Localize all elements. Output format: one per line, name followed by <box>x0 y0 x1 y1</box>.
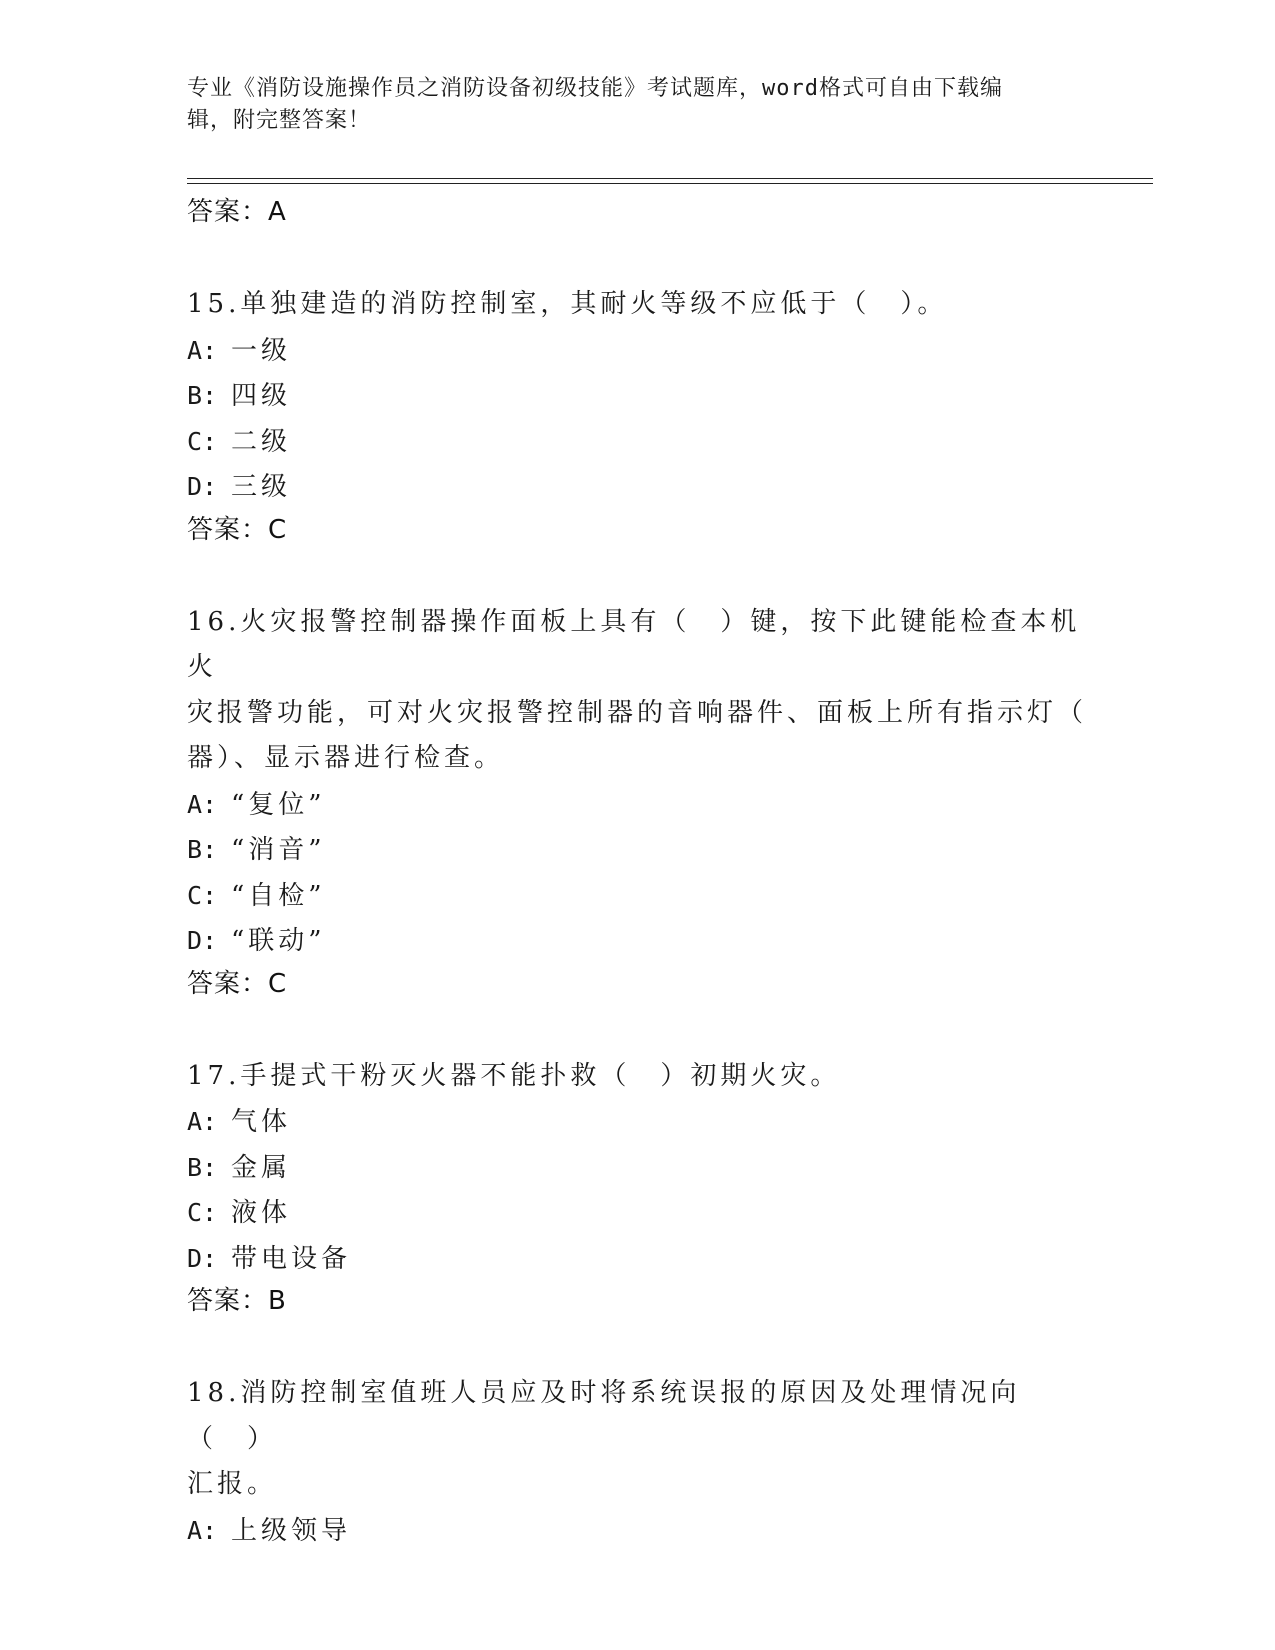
question-block <box>187 600 1087 1004</box>
answer-line: 答案：C <box>187 514 288 545</box>
option-letter: C: <box>187 1198 218 1227</box>
option-item <box>187 328 1087 374</box>
option-letter: B: <box>187 381 218 410</box>
question-stem: 16.火灾报警控制器操作面板上具有（ ）键，按下此键能检查本机火 <box>187 606 1081 682</box>
spacer <box>187 1004 1087 1054</box>
question-stem: 15.单独建造的消防控制室，其耐火等级不应低于（ ）。 <box>187 289 948 319</box>
option-text: 液体 <box>231 1198 292 1228</box>
answer-line: 答案：B <box>187 1286 287 1316</box>
question-stem: 17.手提式干粉灭火器不能扑救（ ）初期火灾。 <box>187 1060 841 1091</box>
option-item <box>187 782 1087 828</box>
header-divider <box>187 178 1153 179</box>
question-stem: 灾报警功能，可对火灾报警控制器的音响器件、面板上所有指示灯（ <box>187 697 1088 728</box>
header-line: 专业《消防设施操作员之消防设备初级技能》考试题库，word格式可自由下载编 <box>187 76 1003 101</box>
option-item <box>187 1145 1087 1191</box>
option-letter: D: <box>187 1243 218 1273</box>
option-text: “消音” <box>231 835 326 865</box>
option-item <box>187 1190 1087 1236</box>
question-stem: 汇报。 <box>187 1469 278 1499</box>
option-item <box>187 1236 1087 1282</box>
question-block <box>187 1054 1087 1322</box>
question-block <box>187 282 1087 550</box>
option-text: 气体 <box>231 1107 292 1137</box>
option-text: 二级 <box>231 426 292 457</box>
option-item <box>187 873 1087 919</box>
option-letter: A: <box>187 1107 218 1136</box>
spacer <box>187 1321 1087 1371</box>
answer-line: 答案：C <box>187 968 288 999</box>
question-block <box>187 1371 1087 1553</box>
option-item <box>187 827 1087 873</box>
option-letter: D: <box>187 472 218 501</box>
header-divider <box>187 183 1153 184</box>
option-letter: A: <box>187 789 218 819</box>
option-text: 一级 <box>231 335 292 366</box>
question-stem: 18.消防控制室值班人员应及时将系统误报的原因及处理情况向（ ） <box>187 1378 1021 1454</box>
document-header <box>187 73 1067 137</box>
option-letter: A: <box>187 335 218 365</box>
option-letter: B: <box>187 1152 218 1182</box>
option-text: 金属 <box>231 1152 292 1183</box>
option-text: 带电设备 <box>231 1243 352 1274</box>
option-item <box>187 1508 1087 1554</box>
spacer <box>187 550 1087 600</box>
option-letter: A: <box>187 1515 218 1545</box>
option-letter: D: <box>187 926 218 955</box>
option-text: “联动” <box>231 926 326 956</box>
option-item <box>187 419 1087 465</box>
question-list <box>187 192 1087 1553</box>
option-letter: C: <box>187 880 218 910</box>
option-text: “复位” <box>231 789 326 820</box>
option-item <box>187 464 1087 510</box>
option-letter: C: <box>187 426 218 456</box>
option-text: “自检” <box>231 880 326 911</box>
answer-line: 答案：A <box>187 197 287 227</box>
header-line: 辑，附完整答案！ <box>187 108 372 133</box>
spacer <box>187 232 1087 282</box>
option-text: 四级 <box>231 381 292 411</box>
option-text: 上级领导 <box>231 1515 352 1546</box>
option-letter: B: <box>187 835 218 864</box>
option-item <box>187 1099 1087 1145</box>
option-text: 三级 <box>231 472 292 502</box>
question-stem: 器）、显示器进行检查。 <box>187 743 505 773</box>
option-item <box>187 918 1087 964</box>
option-item <box>187 373 1087 419</box>
